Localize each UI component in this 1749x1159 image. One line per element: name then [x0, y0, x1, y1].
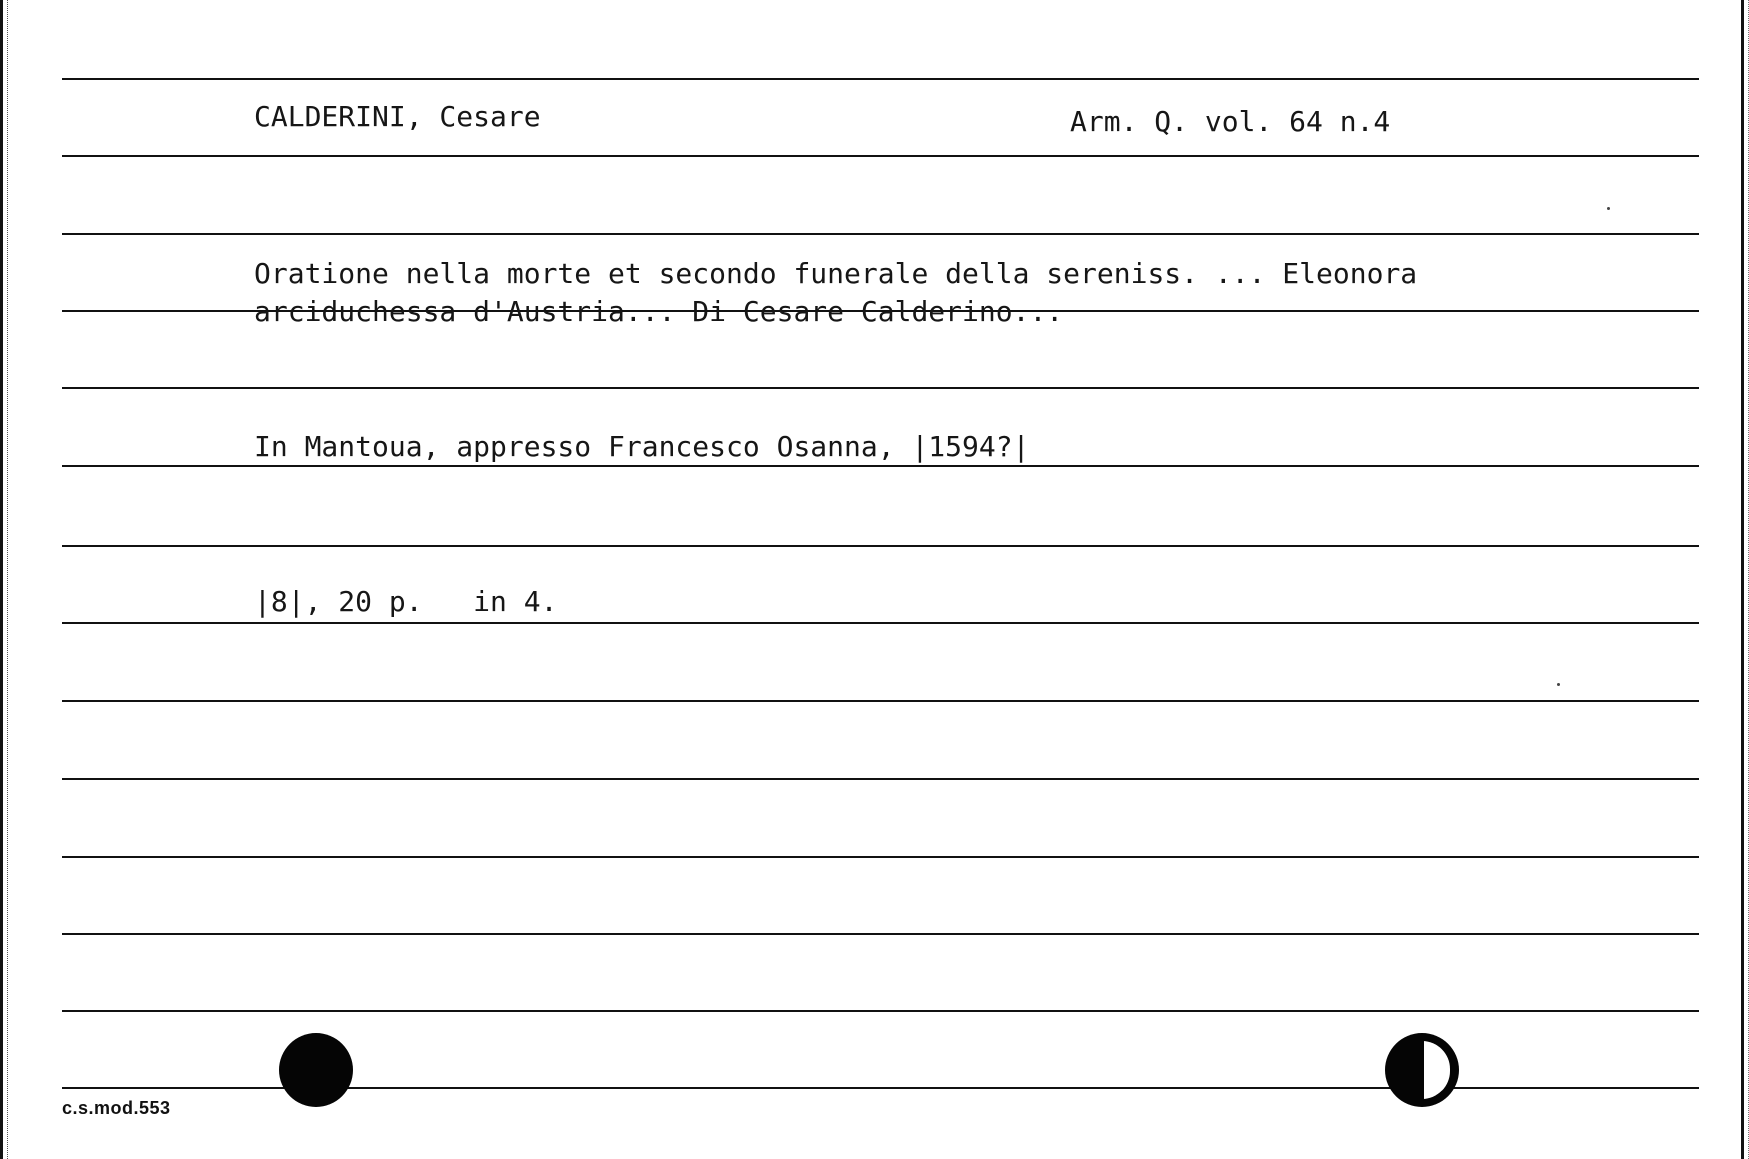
speck: [1607, 207, 1610, 210]
punch-hole-right: [1385, 1033, 1459, 1107]
ruled-line: [62, 233, 1699, 235]
card-right-edge: [1741, 0, 1749, 1159]
ruled-line: [62, 778, 1699, 780]
ruled-line: [62, 933, 1699, 935]
ruled-line: [62, 1010, 1699, 1012]
speck: [1557, 683, 1560, 686]
collation: |8|, 20 p. in 4.: [254, 585, 558, 618]
ruled-line: [62, 545, 1699, 547]
card-left-edge: [0, 0, 8, 1159]
ruled-line: [62, 387, 1699, 389]
author-heading: CALDERINI, Cesare: [254, 100, 541, 133]
shelfmark: Arm. Q. vol. 64 n.4: [1070, 105, 1391, 138]
punch-hole-left: [279, 1033, 353, 1107]
imprint: In Mantoua, appresso Francesco Osanna, |1594?|: [254, 430, 1030, 463]
form-code: c.s.mod.553: [62, 1098, 171, 1118]
title-line-2: arciduchessa d'Austria... Di Cesare Calderino...: [254, 295, 1064, 328]
ruled-line: [62, 622, 1699, 624]
ruled-line: [62, 856, 1699, 858]
ruled-line: [62, 78, 1699, 80]
title-line-1: Oratione nella morte et secondo funerale della sereniss. ... Eleonora: [254, 257, 1418, 290]
ruled-line: [62, 700, 1699, 702]
ruled-line: [62, 155, 1699, 157]
ruled-line: [62, 465, 1699, 467]
